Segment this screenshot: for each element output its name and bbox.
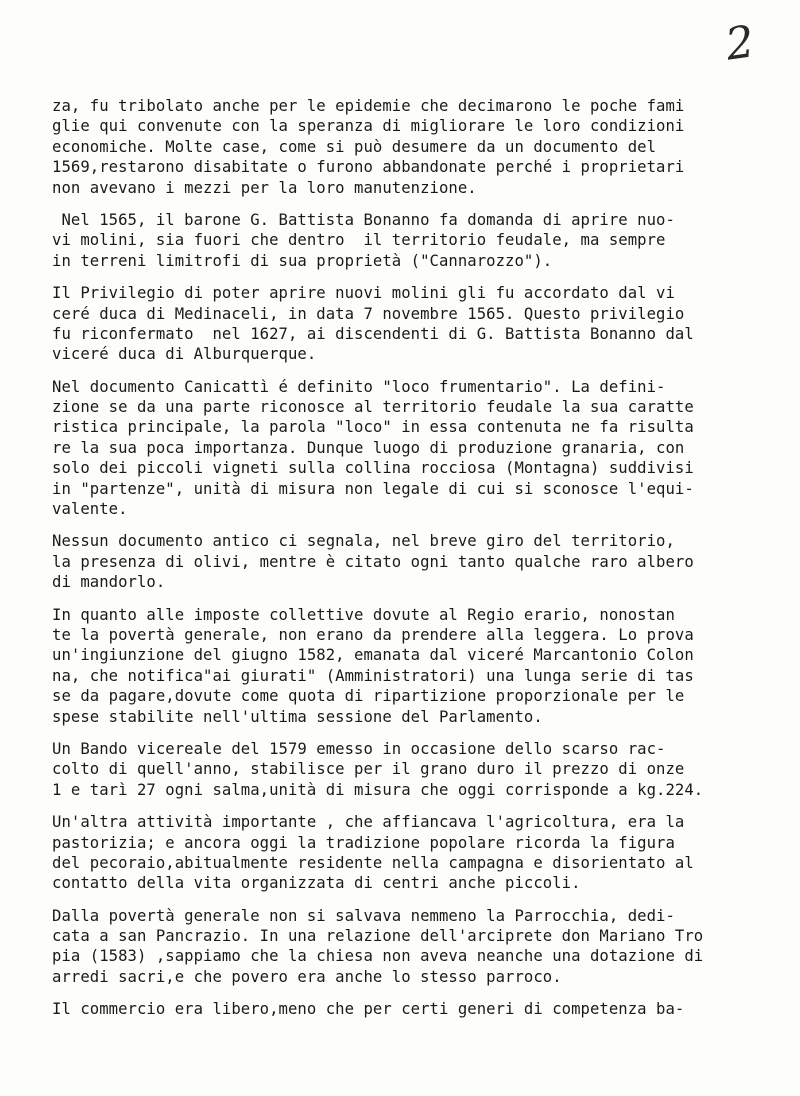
text-line: 1 e tarì 27 ogni salma,unità di misura che oggi corrisponde a kg.224. <box>52 780 704 799</box>
body-text <box>52 96 782 1020</box>
text-line: spese stabilite nell'ultima sessione del Parlamento. <box>52 707 543 726</box>
text-line: la presenza di olivi, mentre è citato ogni tanto qualche raro albero <box>52 552 694 571</box>
paragraph-epidemics <box>52 96 782 198</box>
text-line: te la povertà generale, non erano da prendere alla leggera. Lo prova <box>52 625 694 644</box>
text-line: za, fu tribolato anche per le epidemie che decimarono le poche fami <box>52 97 685 115</box>
text-line: di mandorlo. <box>52 573 166 592</box>
paragraph-mills-request <box>52 210 782 271</box>
text-line: Nessun documento antico ci segnala, nel breve giro del territorio, <box>52 532 675 551</box>
text-line: in "partenze", unità di misura non legale di cui si sconosce l'equi- <box>52 479 694 498</box>
text-line: Un Bando vicereale del 1579 emesso in occasione dello scarso rac- <box>52 739 666 758</box>
text-line: colto di quell'anno, stabilisce per il grano duro il prezzo di onze <box>52 760 685 779</box>
text-line: vi molini, sia fuori che dentro il territorio feudale, ma sempre <box>52 231 666 250</box>
text-line: economiche. Molte case, come si può desumere da un documento del <box>52 137 657 156</box>
text-line: na, che notifica"ai giurati" (Amministratori) una lunga serie di tas <box>52 666 694 685</box>
text-line: valente. <box>52 500 128 519</box>
text-line: un'ingiunzione del giugno 1582, emanata dal viceré Marcantonio Colon <box>52 646 694 665</box>
text-line: 1569,restarono disabitate o furono abbandonate perché i proprietari <box>52 158 685 177</box>
text-line: glie qui convenute con la speranza di migliorare le loro condizioni <box>52 117 685 136</box>
text-line: Nel 1565, il barone G. Battista Bonanno fa domanda di aprire nuo- <box>52 210 675 229</box>
text-line: arredi sacri,e che povero era anche lo stesso parroco. <box>52 967 562 986</box>
text-line: Il commercio era libero,meno che per certi generi di competenza ba- <box>52 1000 685 1019</box>
text-line: del pecoraio,abitualmente residente nella campagna e disorientato al <box>52 853 694 872</box>
text-line: contatto della vita organizzata di centri anche piccoli. <box>52 874 581 893</box>
paragraph-pastorizia <box>52 812 782 894</box>
text-line: cata a san Pancrazio. In una relazione dell'arciprete don Mariano Tro <box>52 927 704 946</box>
text-line: Nel documento Canicattì é definito "loco frumentario". La defini- <box>52 377 666 396</box>
paragraph-olives <box>52 531 782 592</box>
text-line: Il Privilegio di poter aprire nuovi molini gli fu accordato dal vi <box>52 284 675 303</box>
text-line: viceré duca di Alburquerque. <box>52 345 317 364</box>
text-line: pastorizia; e ancora oggi la tradizione popolare ricorda la figura <box>52 833 675 852</box>
text-line: zione se da una parte riconosce al territorio feudale la sua caratte <box>52 398 694 417</box>
text-line: ristica principale, la parola "loco" in essa contenuta ne fa risulta <box>52 418 694 437</box>
text-line: fu riconfermato nel 1627, ai discendenti di G. Battista Bonanno dal <box>52 324 694 343</box>
text-line: in terreni limitrofi di sua proprietà ("Cannarozzo"). <box>52 251 553 270</box>
text-line: solo dei piccoli vigneti sulla collina rocciosa (Montagna) suddivisi <box>52 459 694 478</box>
paragraph-loco-frumentario <box>52 377 782 520</box>
text-line: Un'altra attività importante , che affiancava l'agricoltura, era la <box>52 813 685 832</box>
paragraph-commercio <box>52 999 782 1019</box>
text-line: Dalla povertà generale non si salvava nemmeno la Parrocchia, dedi- <box>52 906 675 925</box>
text-line: se da pagare,dovute come quota di ripartizione proporzionale per le <box>52 687 685 706</box>
text-line: re la sua poca importanza. Dunque luogo di produzione granaria, con <box>52 438 685 457</box>
paragraph-taxes <box>52 605 782 727</box>
text-line: ceré duca di Medinaceli, in data 7 novembre 1565. Questo privilegio <box>52 304 685 323</box>
text-line: In quanto alle imposte collettive dovute al Regio erario, nonostan <box>52 605 675 624</box>
text-line: non avevano i mezzi per la loro manutenzione. <box>52 178 477 197</box>
text-line: pia (1583) ,sappiamo che la chiesa non aveva neanche una dotazione di <box>52 947 704 966</box>
page-number: 2 <box>722 16 758 71</box>
paragraph-privilege <box>52 283 782 365</box>
paragraph-bando <box>52 739 782 800</box>
paragraph-parrocchia <box>52 906 782 988</box>
